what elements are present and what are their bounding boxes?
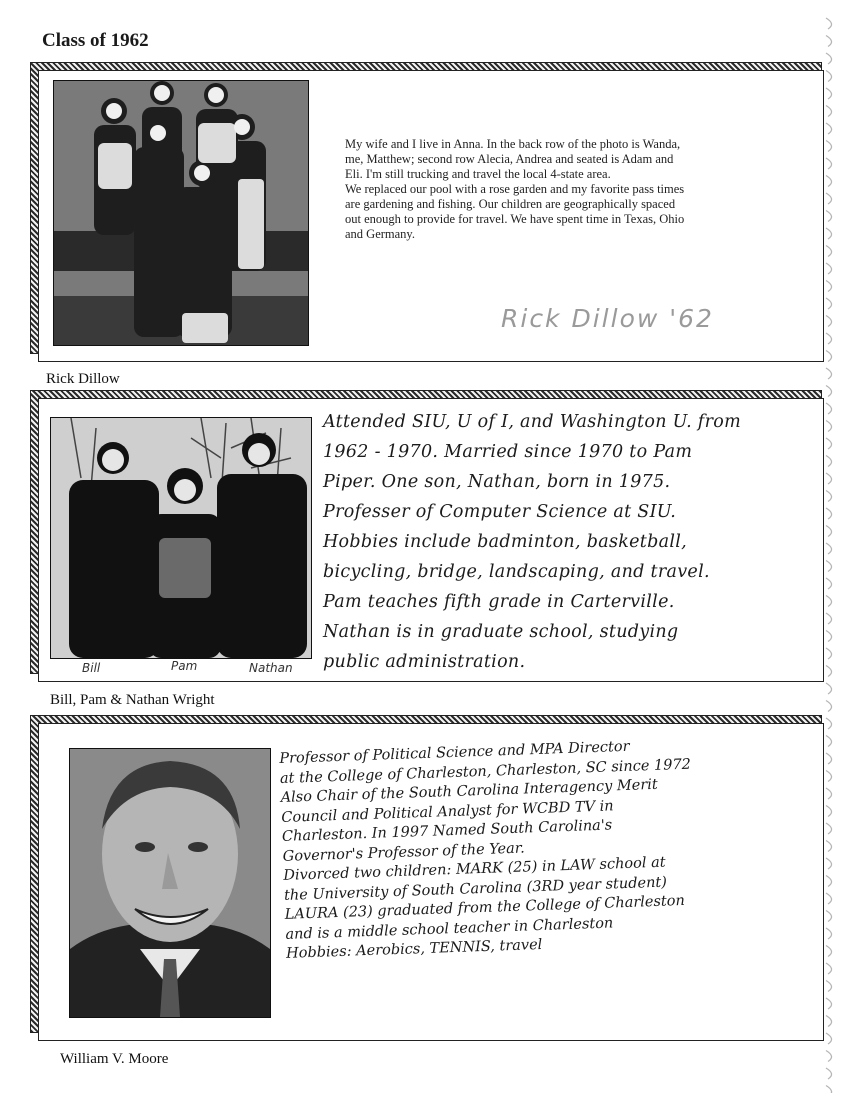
card: [38, 70, 824, 362]
photo-label-nathan: Nathan: [249, 661, 293, 675]
binding-loop: [826, 893, 832, 904]
binding-loop: [826, 788, 832, 799]
binding-loop: [826, 316, 832, 327]
binding-loop: [826, 578, 832, 589]
binding-loop: [826, 1068, 832, 1079]
binding-loop: [826, 88, 832, 99]
binding-loop: [826, 981, 832, 992]
binding-loop: [826, 36, 832, 47]
binding-loop: [826, 298, 832, 309]
binding-loop: [826, 263, 832, 274]
binding-loop: [826, 1086, 832, 1094]
binding-loop: [826, 368, 832, 379]
binding-loop: [826, 648, 832, 659]
binding-loop: [826, 998, 832, 1009]
bio-text: Attended SIU, U of I, and Washington U. from 1962 - 1970. Married since 1970 to Pam Piper. One son, Nathan, born in 1975. Professer of Computer Science at SIU. Hobbies include badminton, basketball, bicycling, bridge, landscaping, and travel. Pam teaches fifth grade in Carterville. Nathan is in graduate school, studying public administration.: [323, 412, 741, 672]
binding-loop: [826, 771, 832, 782]
entry-wright-family: [30, 390, 822, 674]
binding-loop: [826, 526, 832, 537]
photo-label-bill: Bill: [82, 661, 101, 675]
binding-loop: [826, 1051, 832, 1062]
portrait-photo: [69, 748, 271, 1018]
card: [38, 723, 824, 1041]
binding-loop: [826, 613, 832, 624]
binding-loop: [826, 456, 832, 467]
binding-loop: [826, 666, 832, 677]
bio-text: My wife and I live in Anna. In the back row of the photo is Wanda, me, Matthew; second row Alecia, Andrea and seated is Adam and Eli. I'm still trucking and travel the local 4-state area. We replaced our pool with a rose garden and my favorite pass times are gardening and fishing. Our children are geographically spaced out enough to provide for travel. We have spent time in Texas, Ohio and Germany.: [345, 137, 685, 241]
signature: Rick Dillow '62: [501, 304, 714, 333]
binding-loop: [826, 53, 832, 64]
card: [38, 398, 824, 682]
binding-loop: [826, 351, 832, 362]
binding-loop: [826, 491, 832, 502]
binding-loop: [826, 911, 832, 922]
entry-name: Bill, Pam & Nathan Wright: [50, 692, 215, 708]
binding-loop: [826, 701, 832, 712]
binding-loop: [826, 946, 832, 957]
binding-loop: [826, 736, 832, 747]
family-photo: [53, 80, 309, 346]
binding-loop: [826, 281, 832, 292]
binding-loop: [826, 228, 832, 239]
binding-loop: [826, 683, 832, 694]
binding-loop: [826, 141, 832, 152]
entry-name: Rick Dillow: [46, 371, 120, 387]
binding-loop: [826, 806, 832, 817]
bio-text: Professor of Political Science and MPA Director at the College of Charleston, Charleston, SC since 1972 Also Chair of the South Carolina Interagency Merit Council and Political Analyst for WCBD TV in Charleston. In 1997 Named South Carolina's Governor's Professor of the Year. Divorced two children: MARK (25) in LAW school at the University of South Carolina (3RD year student) LAURA (23) graduated from the College of Charleston and is a middle school teacher in Charleston Hobbies: Aerobics, TENNIS, travel: [279, 738, 692, 962]
entry-name: William V. Moore: [60, 1051, 169, 1067]
binding-loop: [826, 631, 832, 642]
binding-loop: [826, 1016, 832, 1027]
entry-william-moore: [30, 715, 822, 1033]
binding-loop: [826, 543, 832, 554]
binding-loop: [826, 876, 832, 887]
binding-loop: [826, 823, 832, 834]
binding-loop: [826, 508, 832, 519]
binding-loop: [826, 193, 832, 204]
binding-loop: [826, 753, 832, 764]
binding-loop: [826, 421, 832, 432]
photo-label-pam: Pam: [171, 659, 198, 673]
binding-loop: [826, 473, 832, 484]
binding-loop: [826, 963, 832, 974]
binding-loop: [826, 858, 832, 869]
binding-loop: [826, 246, 832, 257]
binding-loop: [826, 158, 832, 169]
binding-loop: [826, 123, 832, 134]
binding-loop: [826, 106, 832, 117]
binding-loop: [826, 71, 832, 82]
binding-loop: [826, 561, 832, 572]
binding-loop: [826, 438, 832, 449]
binding-loop: [826, 841, 832, 852]
entry-rick-dillow: [30, 62, 822, 354]
binding-loop: [826, 333, 832, 344]
binding-loop: [826, 386, 832, 397]
binding-loop: [826, 928, 832, 939]
binding-loop: [826, 18, 832, 29]
binding-loop: [826, 1033, 832, 1044]
page-title: Class of 1962: [42, 30, 149, 51]
family-photo: [50, 417, 312, 659]
binding-loop: [826, 403, 832, 414]
binding-loop: [826, 596, 832, 607]
binding-loop: [826, 718, 832, 729]
binding-loop: [826, 176, 832, 187]
binding-loop: [826, 211, 832, 222]
